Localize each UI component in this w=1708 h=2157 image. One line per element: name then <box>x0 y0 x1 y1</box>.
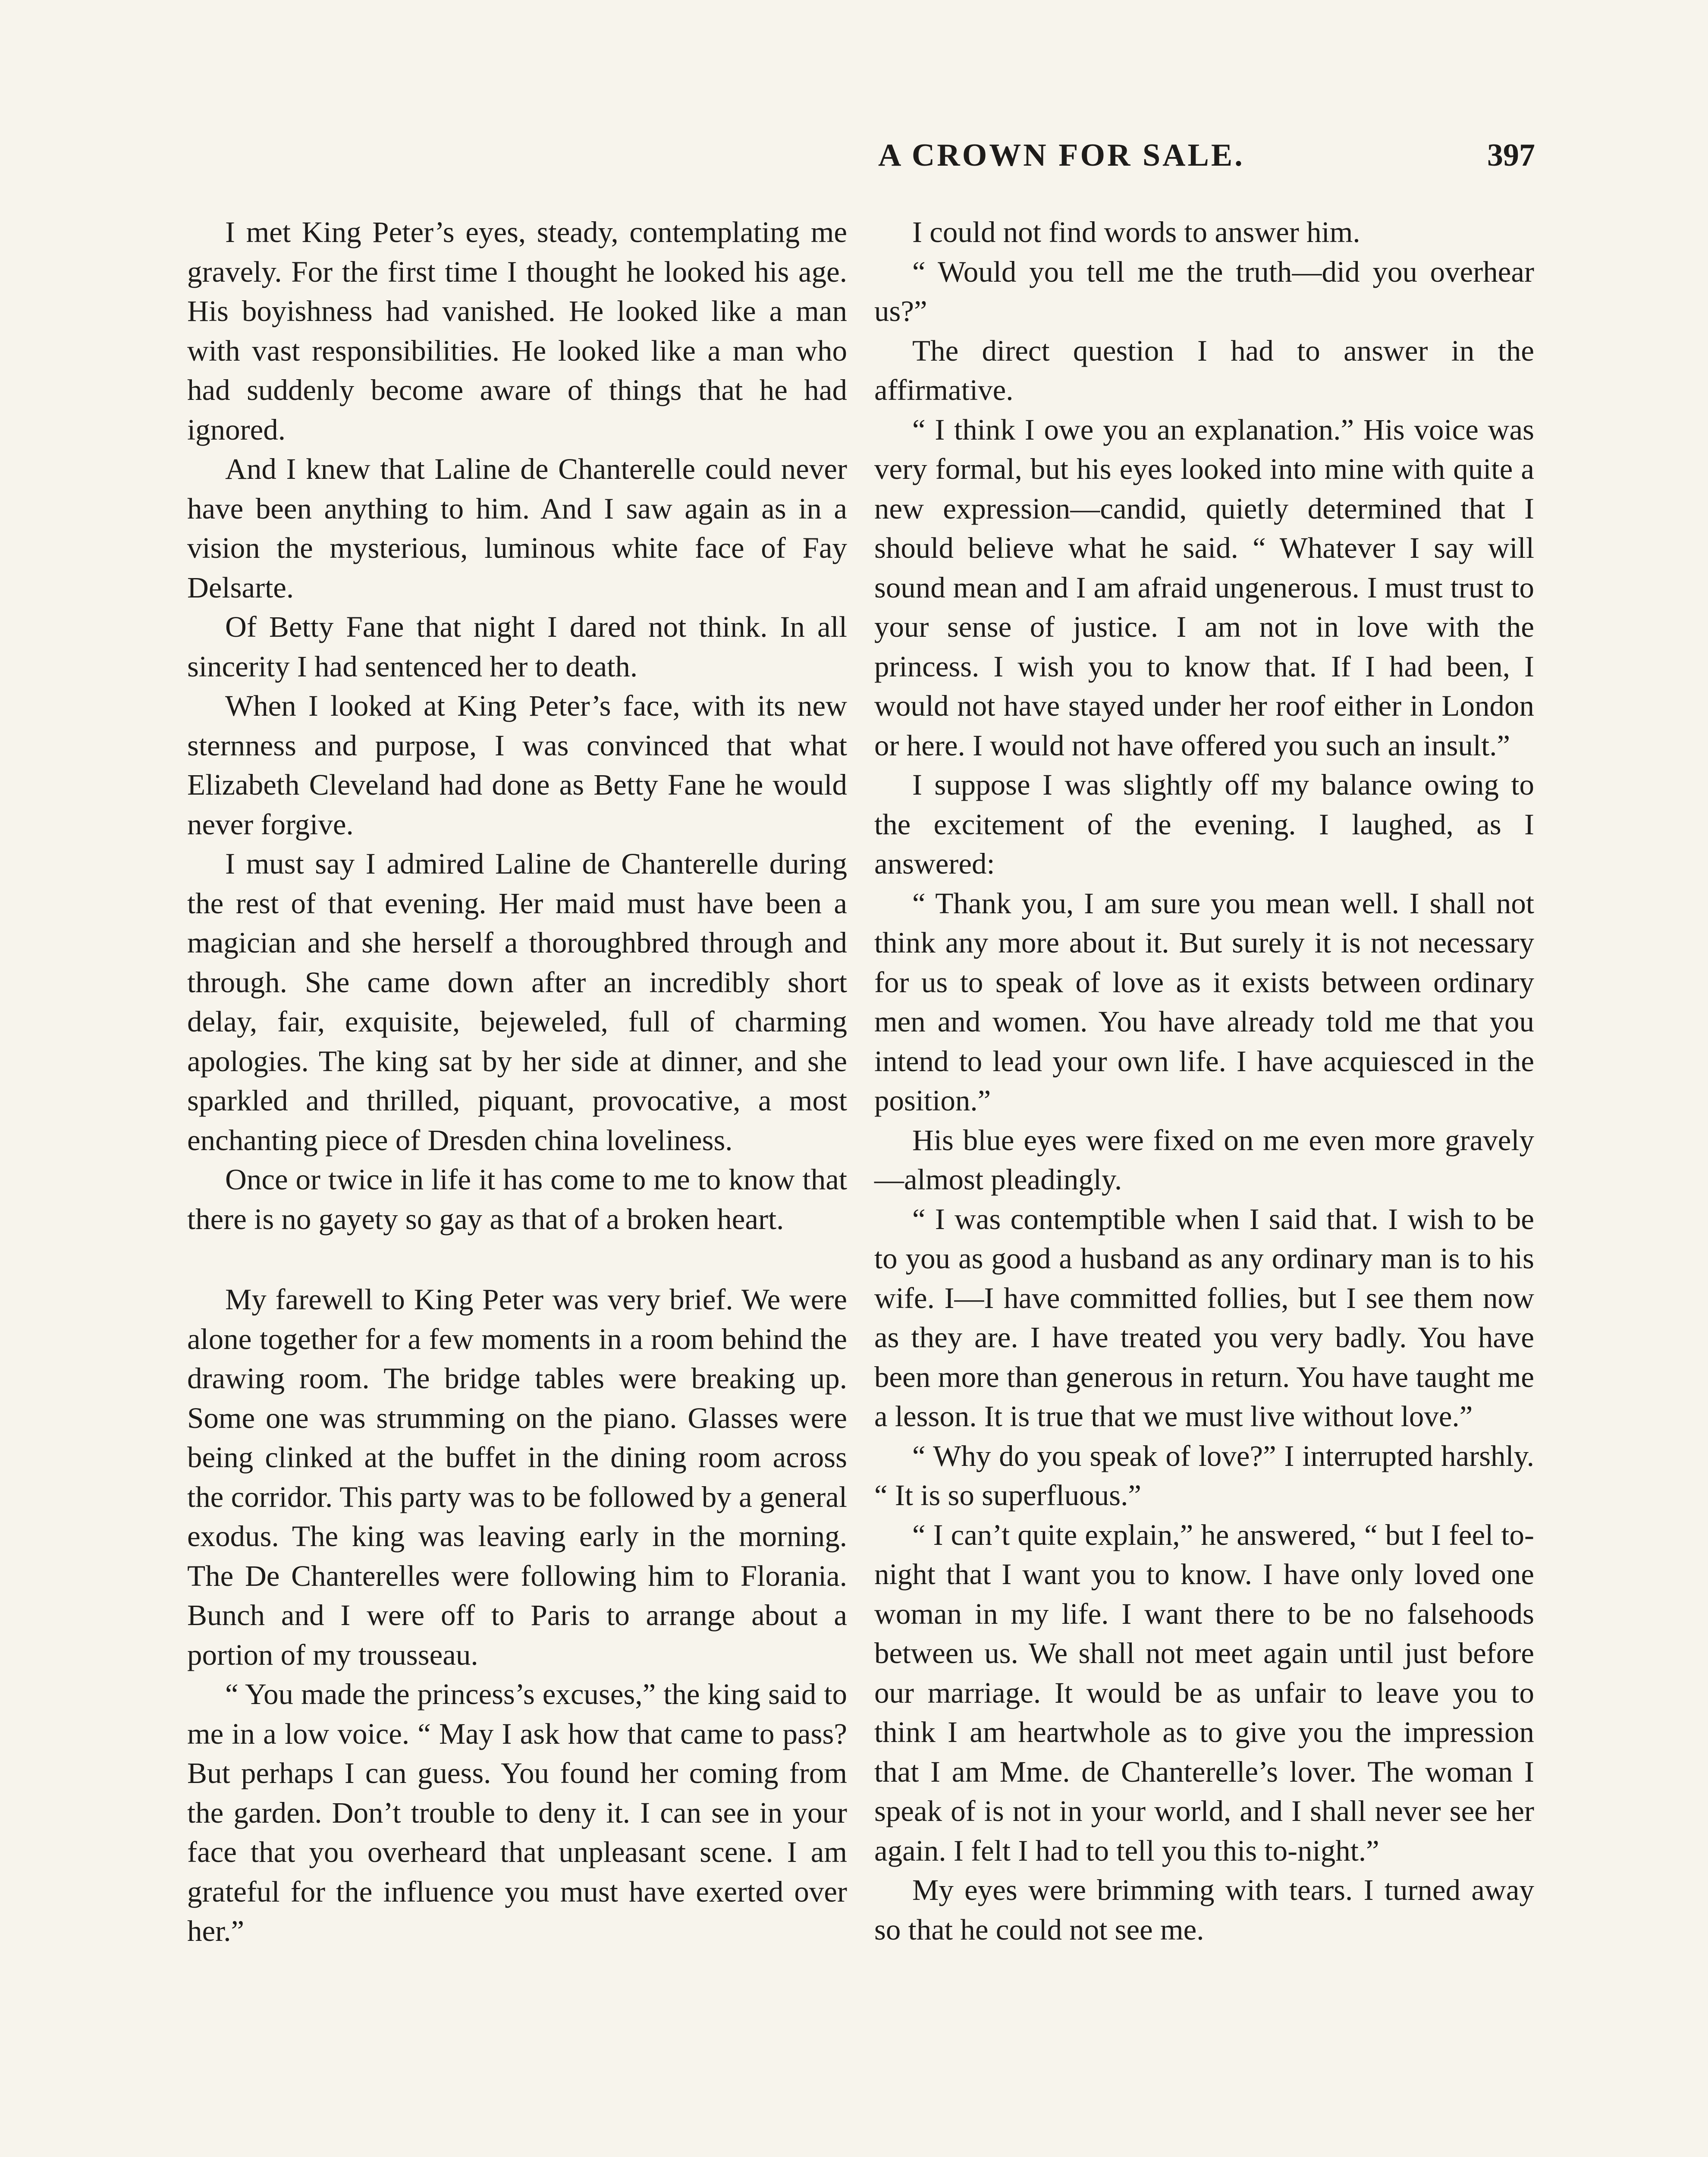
paragraph: I could not find words to answer him. <box>912 216 1360 248</box>
paragraph: I met King Peter’s eyes, steady, contemplating me gravely. For the first time I thought he looked his age. His boyishness had vanished. He looked like a man with vast responsibilities. He looked like a man who had suddenly become aware of things that he had ignored. <box>187 216 847 446</box>
paragraph: My farewell to King Peter was very brief. We were alone together for a few moments in a room behind the drawing room. The bridge tables were breaking up. Some one was strumming on the piano. Glasses were being clinked at the buffet in the dining room across the corridor. This party was to be followed by a general exodus. The king was leaving early in the morning. The De Chanterelles were following him to Florania. Bunch and I were off to Paris to arrange about a portion of my trousseau. <box>187 1283 847 1671</box>
paragraph: And I knew that Laline de Chanterelle could never have been anything to him. And I saw again as in a vision the mysterious, luminous white face of Fay Delsarte. <box>187 453 847 604</box>
page-title: A CROWN FOR SALE. <box>878 138 1245 173</box>
paragraph: My eyes were brimming with tears. I turned away so that he could not see me. <box>874 1874 1534 1946</box>
paragraph: I must say I admired Laline de Chanterelle during the rest of that evening. Her maid must have been a magician and she herself a thoroughbred through and through. She came down after an incredibly short delay, fair, exquisite, bejeweled, full of charming apologies. The king sat by her side at dinner, and she sparkled and thrilled, piquant, provocative, a most enchanting piece of Dresden china loveliness. <box>187 847 847 1157</box>
left-column <box>187 213 847 1951</box>
paragraph: “ Thank you, I am sure you mean well. I shall not think any more about it. But surely it is not necessary for us to speak of love as it exists between ordinary men and women. You have already told me that you intend to lead your own life. I have acquiesced in the position.” <box>874 887 1534 1117</box>
page-number: 397 <box>1487 138 1535 173</box>
paragraph: “ I can’t quite explain,” he answered, “ but I feel to-night that I want you to know. I have only loved one woman in my life. I want there to be no falsehoods between us. We shall not meet again until just before our marriage. It would be as unfair to leave you to think I am heartwhole as to give you the impression that I am Mme. de Chanterelle’s lover. The woman I speak of is not in your world, and I shall never see her again. I felt I had to tell you this to-night.” <box>874 1518 1534 1867</box>
paragraph: His blue eyes were fixed on me even more gravely—almost pleadingly. <box>874 1123 1534 1196</box>
paragraph: Of Betty Fane that night I dared not think. In all sincerity I had sentenced her to death. <box>187 610 847 683</box>
paragraph: Once or twice in life it has come to me to know that there is no gayety so gay as that of a broken heart. <box>187 1163 847 1236</box>
paragraph: The direct question I had to answer in the affirmative. <box>874 334 1534 406</box>
paragraph: When I looked at King Peter’s face, with its new sternness and purpose, I was convinced that what Elizabeth Cleveland had done as Betty Fane he would never forgive. <box>187 689 847 841</box>
paragraph: “ Would you tell me the truth—did you overhear us?” <box>874 255 1534 327</box>
paragraph: “ Why do you speak of love?” I interrupted harshly. “ It is so superfluous.” <box>874 1439 1534 1512</box>
right-column <box>874 213 1534 1949</box>
paragraph: “ You made the princess’s excuses,” the king said to me in a low voice. “ May I ask how that came to pass? But perhaps I can guess. You found her coming from the garden. Don’t trouble to deny it. I can see in your face that you overheard that unpleasant scene. I am grateful for the influence you must have exerted over her.” <box>187 1678 847 1947</box>
paragraph: I suppose I was slightly off my balance owing to the excitement of the evening. I laughed, as I answered: <box>874 768 1534 880</box>
paragraph: “ I think I owe you an explanation.” His voice was very formal, but his eyes looked into mine with quite a new expression—candid, quietly determined that I should believe what he said. “ Whatever I say will sound mean and I am afraid ungenerous. I must trust to your sense of justice. I am not in love with the princess. I wish you to know that. If I had been, I would not have stayed under her roof either in London or here. I would not have offered you such an insult.” <box>874 413 1534 762</box>
running-head <box>878 137 1535 189</box>
paragraph: “ I was contemptible when I said that. I wish to be to you as good a husband as any ordinary man is to his wife. I—I have committed follies, but I see them now as they are. I have treated you very badly. You have been more than generous in return. You have taught me a lesson. It is true that we must live without love.” <box>874 1202 1534 1433</box>
